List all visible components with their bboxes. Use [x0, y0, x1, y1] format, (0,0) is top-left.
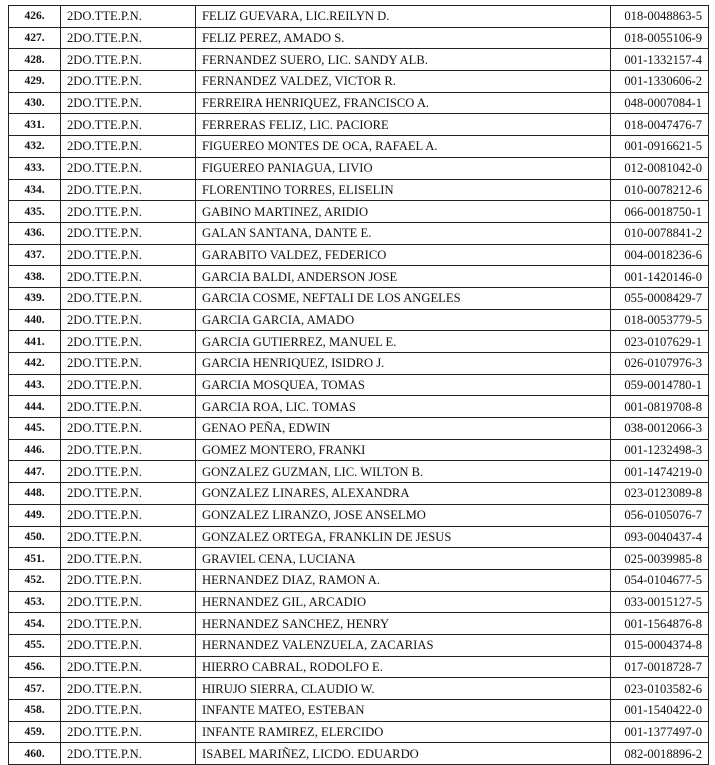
- table-row: [9, 721, 709, 743]
- table-row: [9, 136, 709, 158]
- table-row: [9, 49, 709, 71]
- table-row: [9, 353, 709, 375]
- row-number: 452.: [9, 569, 61, 591]
- rank-cell: 2DO.TTE.P.N.: [61, 201, 196, 223]
- row-number: 460.: [9, 743, 61, 765]
- id-number-cell: 018-0053779-5: [611, 309, 709, 331]
- id-number-cell: 023-0123089-8: [611, 483, 709, 505]
- name-cell: HIRUJO SIERRA, CLAUDIO W.: [196, 678, 611, 700]
- name-cell: GONZALEZ GUZMAN, LIC. WILTON B.: [196, 461, 611, 483]
- rank-cell: 2DO.TTE.P.N.: [61, 136, 196, 158]
- rank-cell: 2DO.TTE.P.N.: [61, 569, 196, 591]
- row-number: 438.: [9, 266, 61, 288]
- rank-cell: 2DO.TTE.P.N.: [61, 483, 196, 505]
- rank-cell: 2DO.TTE.P.N.: [61, 418, 196, 440]
- id-number-cell: 023-0103582-6: [611, 678, 709, 700]
- row-number: 436.: [9, 222, 61, 244]
- personnel-table: [8, 5, 709, 765]
- table-row: [9, 179, 709, 201]
- id-number-cell: 023-0107629-1: [611, 331, 709, 353]
- rank-cell: 2DO.TTE.P.N.: [61, 222, 196, 244]
- rank-cell: 2DO.TTE.P.N.: [61, 634, 196, 656]
- id-number-cell: 001-1330606-2: [611, 71, 709, 93]
- row-number: 433.: [9, 157, 61, 179]
- table-row: [9, 201, 709, 223]
- name-cell: FERRERAS FELIZ, LIC. PACIORE: [196, 114, 611, 136]
- table-row: [9, 613, 709, 635]
- rank-cell: 2DO.TTE.P.N.: [61, 157, 196, 179]
- rank-cell: 2DO.TTE.P.N.: [61, 353, 196, 375]
- row-number: 432.: [9, 136, 61, 158]
- row-number: 455.: [9, 634, 61, 656]
- id-number-cell: 001-1474219-0: [611, 461, 709, 483]
- id-number-cell: 001-1540422-0: [611, 700, 709, 722]
- rank-cell: 2DO.TTE.P.N.: [61, 244, 196, 266]
- row-number: 439.: [9, 287, 61, 309]
- row-number: 446.: [9, 439, 61, 461]
- name-cell: GRAVIEL CENA, LUCIANA: [196, 548, 611, 570]
- row-number: 449.: [9, 504, 61, 526]
- rank-cell: 2DO.TTE.P.N.: [61, 656, 196, 678]
- table-row: [9, 418, 709, 440]
- rank-cell: 2DO.TTE.P.N.: [61, 721, 196, 743]
- table-row: [9, 71, 709, 93]
- name-cell: FERREIRA HENRIQUEZ, FRANCISCO A.: [196, 92, 611, 114]
- rank-cell: 2DO.TTE.P.N.: [61, 548, 196, 570]
- row-number: 456.: [9, 656, 61, 678]
- name-cell: FIGUEREO PANIAGUA, LIVIO: [196, 157, 611, 179]
- id-number-cell: 054-0104677-5: [611, 569, 709, 591]
- row-number: 458.: [9, 700, 61, 722]
- table-row: [9, 439, 709, 461]
- name-cell: FERNANDEZ VALDEZ, VICTOR R.: [196, 71, 611, 93]
- name-cell: GABINO MARTINEZ, ARIDIO: [196, 201, 611, 223]
- id-number-cell: 012-0081042-0: [611, 157, 709, 179]
- table-row: [9, 92, 709, 114]
- name-cell: FERNANDEZ SUERO, LIC. SANDY ALB.: [196, 49, 611, 71]
- table-row: [9, 374, 709, 396]
- id-number-cell: 001-1232498-3: [611, 439, 709, 461]
- row-number: 431.: [9, 114, 61, 136]
- rank-cell: 2DO.TTE.P.N.: [61, 613, 196, 635]
- table-row: [9, 569, 709, 591]
- id-number-cell: 001-1420146-0: [611, 266, 709, 288]
- name-cell: GONZALEZ ORTEGA, FRANKLIN DE JESUS: [196, 526, 611, 548]
- row-number: 441.: [9, 331, 61, 353]
- table-body: [9, 6, 709, 765]
- rank-cell: 2DO.TTE.P.N.: [61, 287, 196, 309]
- table-row: [9, 396, 709, 418]
- rank-cell: 2DO.TTE.P.N.: [61, 331, 196, 353]
- rank-cell: 2DO.TTE.P.N.: [61, 49, 196, 71]
- id-number-cell: 038-0012066-3: [611, 418, 709, 440]
- table-row: [9, 114, 709, 136]
- id-number-cell: 018-0048863-5: [611, 6, 709, 28]
- table-row: [9, 287, 709, 309]
- row-number: 429.: [9, 71, 61, 93]
- table-row: [9, 656, 709, 678]
- name-cell: HERNANDEZ DIAZ, RAMON A.: [196, 569, 611, 591]
- id-number-cell: 066-0018750-1: [611, 201, 709, 223]
- row-number: 444.: [9, 396, 61, 418]
- id-number-cell: 001-1377497-0: [611, 721, 709, 743]
- id-number-cell: 033-0015127-5: [611, 591, 709, 613]
- name-cell: HERNANDEZ SANCHEZ, HENRY: [196, 613, 611, 635]
- id-number-cell: 056-0105076-7: [611, 504, 709, 526]
- id-number-cell: 004-0018236-6: [611, 244, 709, 266]
- id-number-cell: 093-0040437-4: [611, 526, 709, 548]
- name-cell: GARCIA GUTIERREZ, MANUEL E.: [196, 331, 611, 353]
- name-cell: HIERRO CABRAL, RODOLFO E.: [196, 656, 611, 678]
- name-cell: GARCIA ROA, LIC. TOMAS: [196, 396, 611, 418]
- table-row: [9, 27, 709, 49]
- table-row: [9, 548, 709, 570]
- row-number: 440.: [9, 309, 61, 331]
- row-number: 434.: [9, 179, 61, 201]
- name-cell: GARCIA GARCIA, AMADO: [196, 309, 611, 331]
- name-cell: GARABITO VALDEZ, FEDERICO: [196, 244, 611, 266]
- row-number: 453.: [9, 591, 61, 613]
- id-number-cell: 001-0819708-8: [611, 396, 709, 418]
- rank-cell: 2DO.TTE.P.N.: [61, 700, 196, 722]
- row-number: 426.: [9, 6, 61, 28]
- id-number-cell: 010-0078212-6: [611, 179, 709, 201]
- name-cell: GARCIA MOSQUEA, TOMAS: [196, 374, 611, 396]
- rank-cell: 2DO.TTE.P.N.: [61, 309, 196, 331]
- name-cell: GONZALEZ LIRANZO, JOSE ANSELMO: [196, 504, 611, 526]
- row-number: 445.: [9, 418, 61, 440]
- row-number: 427.: [9, 27, 61, 49]
- rank-cell: 2DO.TTE.P.N.: [61, 678, 196, 700]
- row-number: 443.: [9, 374, 61, 396]
- table-row: [9, 591, 709, 613]
- rank-cell: 2DO.TTE.P.N.: [61, 179, 196, 201]
- table-row: [9, 634, 709, 656]
- id-number-cell: 018-0047476-7: [611, 114, 709, 136]
- id-number-cell: 001-1332157-4: [611, 49, 709, 71]
- id-number-cell: 010-0078841-2: [611, 222, 709, 244]
- rank-cell: 2DO.TTE.P.N.: [61, 6, 196, 28]
- id-number-cell: 048-0007084-1: [611, 92, 709, 114]
- row-number: 450.: [9, 526, 61, 548]
- rank-cell: 2DO.TTE.P.N.: [61, 374, 196, 396]
- table-row: [9, 678, 709, 700]
- name-cell: ISABEL MARIÑEZ, LICDO. EDUARDO: [196, 743, 611, 765]
- name-cell: GARCIA BALDI, ANDERSON JOSE: [196, 266, 611, 288]
- rank-cell: 2DO.TTE.P.N.: [61, 71, 196, 93]
- name-cell: GALAN SANTANA, DANTE E.: [196, 222, 611, 244]
- name-cell: HERNANDEZ VALENZUELA, ZACARIAS: [196, 634, 611, 656]
- rank-cell: 2DO.TTE.P.N.: [61, 504, 196, 526]
- name-cell: FELIZ GUEVARA, LIC.REILYN D.: [196, 6, 611, 28]
- table-row: [9, 526, 709, 548]
- name-cell: FIGUEREO MONTES DE OCA, RAFAEL A.: [196, 136, 611, 158]
- rank-cell: 2DO.TTE.P.N.: [61, 27, 196, 49]
- row-number: 459.: [9, 721, 61, 743]
- table-row: [9, 244, 709, 266]
- name-cell: HERNANDEZ GIL, ARCADIO: [196, 591, 611, 613]
- rank-cell: 2DO.TTE.P.N.: [61, 114, 196, 136]
- row-number: 448.: [9, 483, 61, 505]
- rank-cell: 2DO.TTE.P.N.: [61, 266, 196, 288]
- id-number-cell: 026-0107976-3: [611, 353, 709, 375]
- row-number: 442.: [9, 353, 61, 375]
- row-number: 457.: [9, 678, 61, 700]
- name-cell: GOMEZ MONTERO, FRANKI: [196, 439, 611, 461]
- name-cell: INFANTE RAMIREZ, ELERCIDO: [196, 721, 611, 743]
- table-row: [9, 266, 709, 288]
- id-number-cell: 001-0916621-5: [611, 136, 709, 158]
- rank-cell: 2DO.TTE.P.N.: [61, 743, 196, 765]
- id-number-cell: 055-0008429-7: [611, 287, 709, 309]
- id-number-cell: 017-0018728-7: [611, 656, 709, 678]
- name-cell: INFANTE MATEO, ESTEBAN: [196, 700, 611, 722]
- rank-cell: 2DO.TTE.P.N.: [61, 461, 196, 483]
- rank-cell: 2DO.TTE.P.N.: [61, 92, 196, 114]
- table-row: [9, 331, 709, 353]
- table-row: [9, 700, 709, 722]
- row-number: 435.: [9, 201, 61, 223]
- table-row: [9, 483, 709, 505]
- name-cell: GARCIA COSME, NEFTALI DE LOS ANGELES: [196, 287, 611, 309]
- id-number-cell: 059-0014780-1: [611, 374, 709, 396]
- document-page: [0, 5, 715, 765]
- name-cell: GENAO PEÑA, EDWIN: [196, 418, 611, 440]
- row-number: 447.: [9, 461, 61, 483]
- table-row: [9, 461, 709, 483]
- table-row: [9, 309, 709, 331]
- row-number: 430.: [9, 92, 61, 114]
- id-number-cell: 082-0018896-2: [611, 743, 709, 765]
- table-row: [9, 504, 709, 526]
- name-cell: GONZALEZ LINARES, ALEXANDRA: [196, 483, 611, 505]
- row-number: 428.: [9, 49, 61, 71]
- row-number: 437.: [9, 244, 61, 266]
- name-cell: GARCIA HENRIQUEZ, ISIDRO J.: [196, 353, 611, 375]
- id-number-cell: 001-1564876-8: [611, 613, 709, 635]
- id-number-cell: 018-0055106-9: [611, 27, 709, 49]
- table-row: [9, 743, 709, 765]
- table-row: [9, 222, 709, 244]
- rank-cell: 2DO.TTE.P.N.: [61, 439, 196, 461]
- id-number-cell: 015-0004374-8: [611, 634, 709, 656]
- rank-cell: 2DO.TTE.P.N.: [61, 396, 196, 418]
- table-row: [9, 157, 709, 179]
- rank-cell: 2DO.TTE.P.N.: [61, 591, 196, 613]
- row-number: 451.: [9, 548, 61, 570]
- name-cell: FLORENTINO TORRES, ELISELIN: [196, 179, 611, 201]
- row-number: 454.: [9, 613, 61, 635]
- rank-cell: 2DO.TTE.P.N.: [61, 526, 196, 548]
- name-cell: FELIZ PEREZ, AMADO S.: [196, 27, 611, 49]
- id-number-cell: 025-0039985-8: [611, 548, 709, 570]
- table-row: [9, 6, 709, 28]
